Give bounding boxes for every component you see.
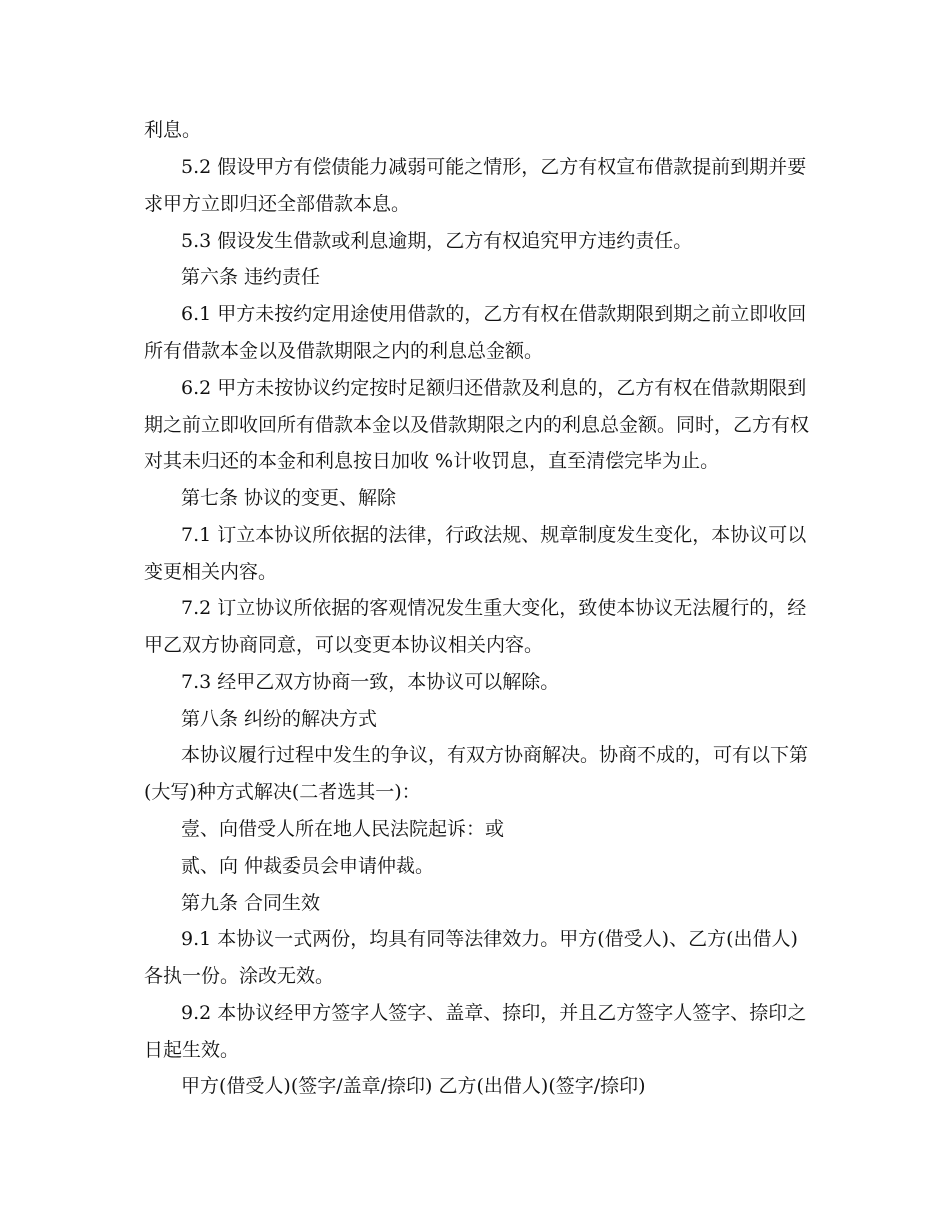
text-line: 5.3 假设发生借款或利息逾期，乙方有权追究甲方违约责任。 [181,230,693,252]
text-line: 求甲方立即归还全部借款本息。 [144,193,411,215]
text-line: 贰、向 仲裁委员会申请仲裁。 [181,855,435,877]
text-line: 7.1 订立本协议所依据的法律，行政法规、规章制度发生变化，本协议可以 [181,524,807,546]
text-line: 本协议履行过程中发生的争议，有双方协商解决。协商不成的，可有以下第 [181,744,809,766]
text-line: 壹、向借受人所在地人民法院起诉：或 [181,818,505,840]
text-line: 甲乙双方协商同意，可以变更本协议相关内容。 [144,634,544,656]
text-line: 7.3 经甲乙双方协商一致，本协议可以解除。 [181,671,560,693]
text-line: 各执一份。涂改无效。 [144,965,335,987]
text-line: 利息。 [144,119,202,141]
text-line: 日起生效。 [144,1039,240,1061]
text-line: 对其未归还的本金和利息按日加收 %计收罚息，直至清偿完毕为止。 [144,450,720,472]
section-heading: 第八条 纠纷的解决方式 [181,708,378,730]
text-line: 5.2 假设甲方有偿债能力减弱可能之情形，乙方有权宣布借款提前到期并要 [181,156,807,178]
text-line: 6.1 甲方未按约定用途使用借款的，乙方有权在借款期限到期之前立即收回 [181,303,807,325]
text-line: 7.2 订立协议所依据的客观情况发生重大变化，致使本协议无法履行的，经 [181,597,807,619]
text-line: (大写)种方式解决(二者选其一)： [144,781,421,803]
section-heading: 第六条 违约责任 [181,266,321,288]
text-line: 所有借款本金以及借款期限之内的利息总金额。 [144,340,544,362]
section-heading: 第九条 合同生效 [181,892,321,914]
text-line: 期之前立即收回所有借款本金以及借款期限之内的利息总金额。同时，乙方有权 [144,414,810,436]
section-heading: 第七条 协议的变更、解除 [181,487,397,509]
text-line: 9.1 本协议一式两份，均具有同等法律效力。甲方(借受人)、乙方(出借人) [181,928,798,950]
text-line: 9.2 本协议经甲方签字人签字、盖章、捺印，并且乙方签字人签字、捺印之 [181,1002,807,1024]
signature-line: 甲方(借受人)(签字/盖章/捺印) 乙方(出借人)(签字/捺印) [181,1075,646,1097]
text-line: 变更相关内容。 [144,561,278,583]
text-line: 6.2 甲方未按协议约定按时足额归还借款及利息的，乙方有权在借款期限到 [181,377,807,399]
